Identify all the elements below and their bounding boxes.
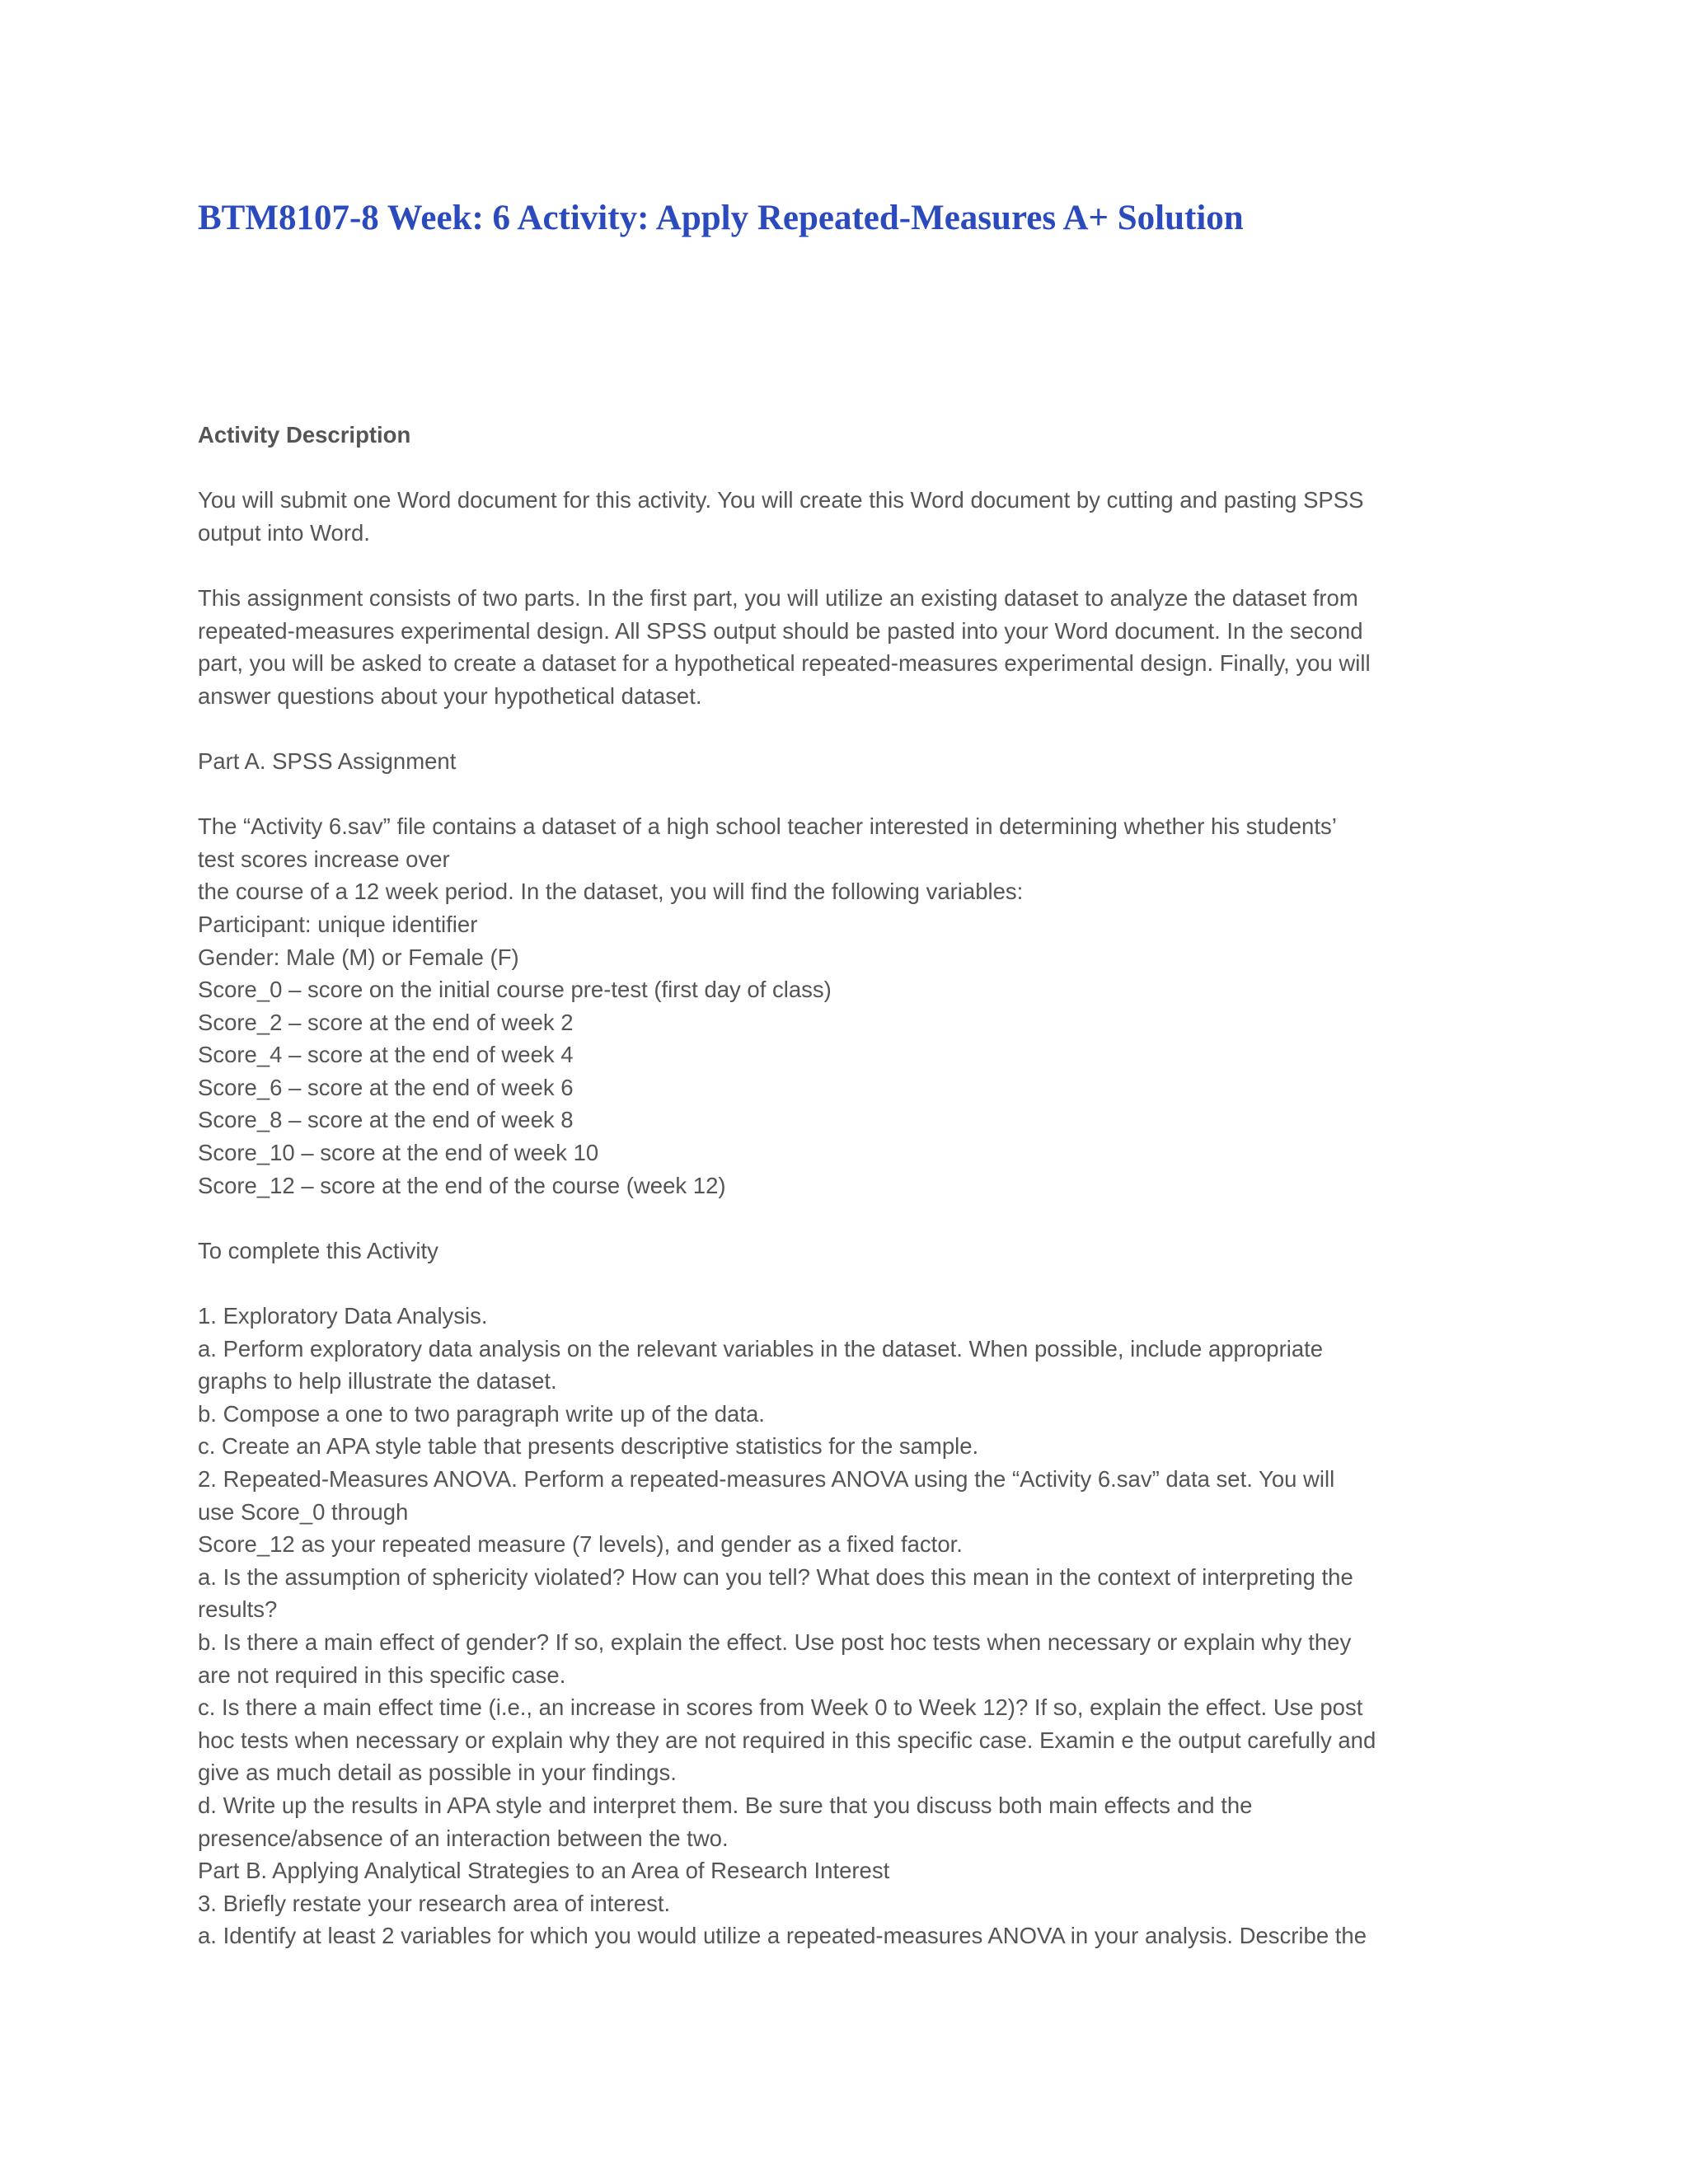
text-line: graphs to help illustrate the dataset.	[198, 1368, 557, 1394]
text-line: use Score_0 through	[198, 1498, 409, 1525]
text-line: b. Compose a one to two paragraph write up of the data.	[198, 1400, 765, 1427]
text-line: c. Create an APA style table that presents descriptive statistics for the sample.	[198, 1433, 979, 1460]
text-line: c. Is there a main effect time (i.e., an increase in scores from Week 0 to Week 12)? If so, explain the effect. Use post	[198, 1694, 1363, 1721]
text-line: a. Is the assumption of sphericity violated? How can you tell? What does this mean in the context of interpreting the	[198, 1563, 1353, 1590]
text-line: a. Identify at least 2 variables for which you would utilize a repeated-measures ANOVA in your analysis. Describe the	[198, 1923, 1367, 1949]
text-line: Score_2 – score at the end of week 2	[198, 1009, 574, 1035]
text-line: Participant: unique identifier	[198, 911, 478, 937]
blank-line	[198, 1267, 1508, 1300]
text-line: presence/absence of an interaction between the two.	[198, 1825, 729, 1851]
text-line: Part B. Applying Analytical Strategies to an Area of Research Interest	[198, 1858, 890, 1884]
text-line: d. Write up the results in APA style and interpret them. Be sure that you discuss both main effects and the	[198, 1792, 1253, 1818]
text-line: results?	[198, 1596, 278, 1623]
text-line: Score_6 – score at the end of week 6	[198, 1074, 574, 1100]
blank-line	[198, 452, 1508, 485]
text-line: repeated-measures experimental design. All SPSS output should be pasted into your Word document. In the second	[198, 617, 1363, 644]
document-body	[198, 419, 1508, 1952]
text-line: Score_12 – score at the end of the course (week 12)	[198, 1172, 726, 1198]
text-line: Score_4 – score at the end of week 4	[198, 1042, 574, 1068]
text-line: b. Is there a main effect of gender? If so, explain the effect. Use post hoc tests when necessary or explain why they	[198, 1629, 1352, 1655]
text-line: Score_8 – score at the end of week 8	[198, 1107, 574, 1133]
text-line: the course of a 12 week period. In the dataset, you will find the following variables:	[198, 879, 1024, 905]
text-line: 2. Repeated-Measures ANOVA. Perform a repeated-measures ANOVA using the “Activity 6.sav” data set. You will	[198, 1466, 1335, 1492]
blank-line	[198, 549, 1508, 582]
text-line: hoc tests when necessary or explain why they are not required in this specific case. Examin e the output carefully and	[198, 1727, 1376, 1753]
text-line: give as much detail as possible in your findings.	[198, 1760, 677, 1786]
text-line: You will submit one Word document for this activity. You will create this Word document by cutting and pasting SPSS	[198, 487, 1364, 513]
text-line: answer questions about your hypothetical dataset.	[198, 682, 702, 709]
text-line: This assignment consists of two parts. In the first part, you will utilize an existing dataset to analyze the dataset from	[198, 584, 1358, 611]
text-line: The “Activity 6.sav” file contains a dataset of a high school teacher interested in determining whether his students’	[198, 813, 1337, 840]
section-heading: Activity Description	[198, 422, 411, 448]
text-line: Gender: Male (M) or Female (F)	[198, 944, 519, 970]
blank-line	[198, 778, 1508, 811]
text-line: 3. Briefly restate your research area of interest.	[198, 1890, 671, 1916]
text-line: test scores increase over	[198, 846, 450, 872]
blank-line	[198, 1202, 1508, 1235]
text-line: are not required in this specific case.	[198, 1661, 566, 1688]
text-line: output into Word.	[198, 519, 370, 546]
text-line: 1. Exploratory Data Analysis.	[198, 1303, 488, 1329]
text-line: Part A. SPSS Assignment	[198, 748, 457, 774]
text-line: a. Perform exploratory data analysis on the relevant variables in the dataset. When possible, include appropriate	[198, 1335, 1324, 1361]
text-line: Score_12 as your repeated measure (7 levels), and gender as a fixed factor.	[198, 1531, 963, 1558]
blank-line	[198, 712, 1508, 745]
text-line: Score_0 – score on the initial course pre-test (first day of class)	[198, 977, 832, 1003]
text-line: part, you will be asked to create a dataset for a hypothetical repeated-measures experimental design. Finally, you will	[198, 650, 1371, 677]
text-line: Score_10 – score at the end of week 10	[198, 1140, 599, 1166]
document-title: BTM8107-8 Week: 6 Activity: Apply Repeated-Measures A+ Solution	[198, 199, 1244, 237]
text-line: To complete this Activity	[198, 1237, 438, 1263]
